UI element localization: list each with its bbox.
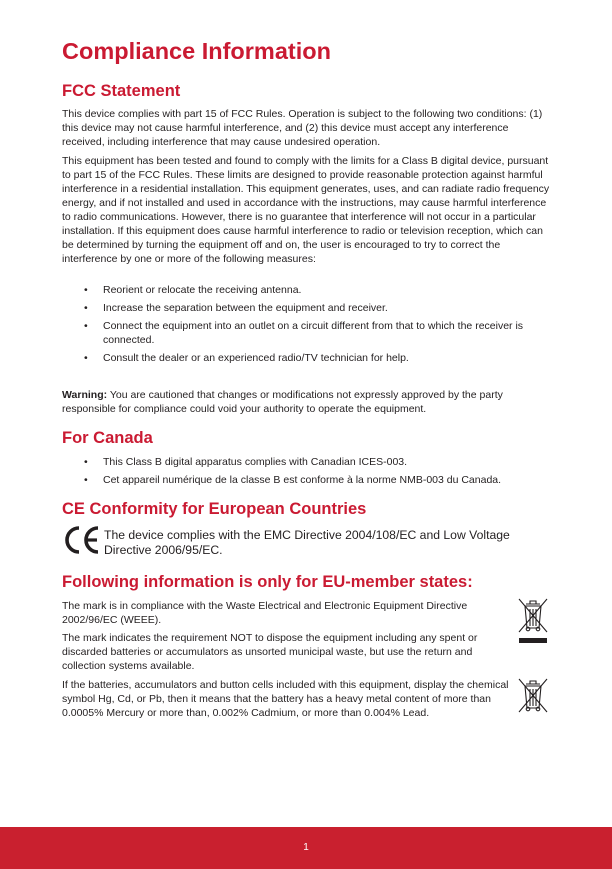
bullet-icon: • bbox=[84, 284, 88, 296]
bullet-icon: • bbox=[84, 320, 88, 332]
fcc-paragraph-2: This equipment has been tested and found to comply with the limits for a Class B digital device, pursuant to part 15 of the FCC Rules. These limits are designed to provide reasonable protection against harmful interference in a residential installation. This equipment generates, uses, and can radiate radio frequency energy, and if not installed and used in accordance with the instructions, may cause harmful interference to radio communications. However, there is no guarantee that interference will not occur in a particular installation. If this equipment does cause harmful interference to radio or television reception, which can be determined by turning the equipment off and on, the user is encouraged to try to correct the interference by one or more of the following measures: bbox=[62, 155, 550, 265]
canada-heading: For Canada bbox=[62, 429, 153, 447]
bullet-icon: • bbox=[84, 302, 88, 314]
battery-bin-icon bbox=[516, 676, 550, 714]
weee-bin-icon bbox=[516, 596, 550, 644]
bullet-icon: • bbox=[84, 456, 88, 468]
eu-heading: Following information is only for EU-member states: bbox=[62, 573, 473, 591]
fcc-warning bbox=[62, 388, 550, 416]
eu-paragraph-2: The mark indicates the requirement NOT to dispose the equipment including any spent or discarded batteries or accumulators as unsorted municipal waste, but use the return and collection systems available. bbox=[62, 632, 478, 672]
ce-heading: CE Conformity for European Countries bbox=[62, 500, 367, 518]
page-title: Compliance Information bbox=[62, 38, 331, 64]
ce-mark-icon bbox=[62, 524, 100, 556]
footer-bar bbox=[0, 827, 612, 869]
eu-paragraph-1: The mark is in compliance with the Waste Electrical and Electronic Equipment Directive 2002/96/EC (WEEE). bbox=[62, 600, 468, 626]
bullet-icon: • bbox=[84, 474, 88, 486]
ce-text: The device complies with the EMC Directive 2004/108/EC and Low Voltage Directive 2006/95/EC. bbox=[104, 528, 510, 557]
fcc-paragraph-1: This device complies with part 15 of FCC Rules. Operation is subject to the following two conditions: (1) this device may not cause harmful interference, and (2) this device must accept any interference received, including interference that may cause undesired operation. bbox=[62, 108, 543, 148]
warning-text: You are cautioned that changes or modifications not expressly approved by the party responsible for compliance could void your authority to operate the equipment. bbox=[62, 389, 503, 415]
bullet-icon: • bbox=[84, 352, 88, 364]
eu-paragraph-3: If the batteries, accumulators and button cells included with this equipment, display the chemical symbol Hg, Cd, or Pb, then it means that the battery has a heavy metal content of more than 0.0005% Mercury or more than, 0.002% Cadmium, or more than 0.004% Lead. bbox=[62, 679, 509, 719]
fcc-heading: FCC Statement bbox=[62, 82, 181, 100]
page-number: 1 bbox=[303, 842, 309, 853]
warning-label: Warning: bbox=[62, 389, 108, 401]
